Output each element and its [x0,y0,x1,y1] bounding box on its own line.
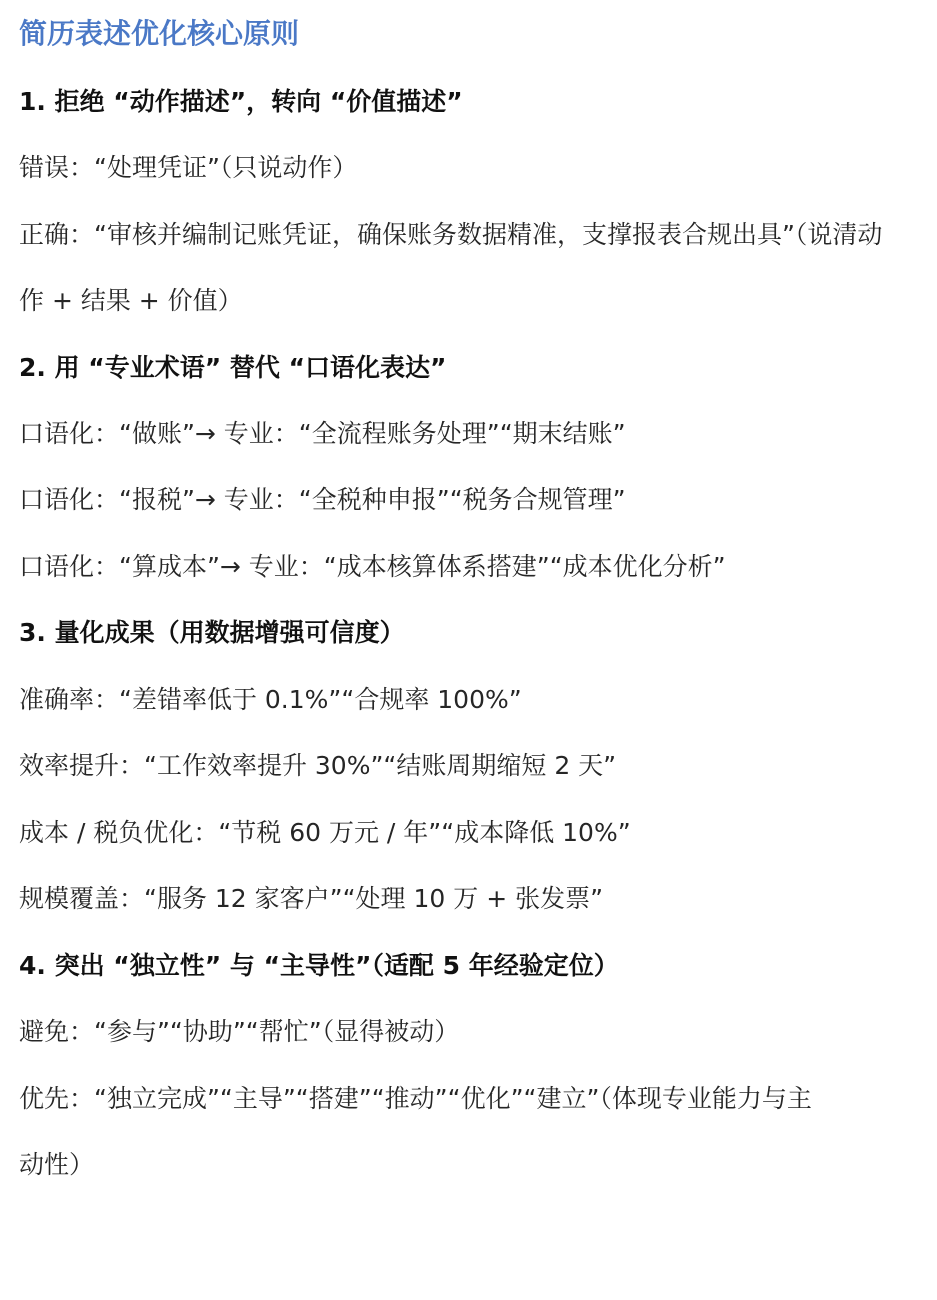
document-title: 简历表述优化核心原则 [19,17,300,50]
paragraph-line: 口语化：“算成本”→ 专业：“成本核算体系搭建”“成本优化分析” [19,552,726,581]
paragraph-line: 成本 / 税负优化：“节税 60 万元 / 年”“成本降低 10%” [19,818,631,847]
paragraph-line: 动性） [19,1150,95,1179]
paragraph-line: 避免：“参与”“协助”“帮忙”（显得被动） [19,1017,460,1046]
paragraph-line: 口语化：“报税”→ 专业：“全税种申报”“税务合规管理” [19,485,626,514]
paragraph-line: 规模覆盖：“服务 12 家客户”“处理 10 万 + 张发票” [19,884,604,913]
paragraph-line: 准确率：“差错率低于 0.1%”“合规率 100%” [19,685,522,714]
section-heading: 3. 量化成果（用数据增强可信度） [19,618,405,647]
section-heading: 1. 拒绝 “动作描述”，转向 “价值描述” [19,87,463,116]
section-heading: 2. 用 “专业术语” 替代 “口语化表达” [19,353,447,382]
paragraph-line: 效率提升：“工作效率提升 30%”“结账周期缩短 2 天” [19,751,617,780]
paragraph-line: 正确：“审核并编制记账凭证，确保账务数据精准，支撑报表合规出具”（说清动 [19,220,883,249]
paragraph-line: 口语化：“做账”→ 专业：“全流程账务处理”“期末结账” [19,419,626,448]
paragraph-line: 优先：“独立完成”“主导”“搭建”“推动”“优化”“建立”（体现专业能力与主 [19,1084,812,1113]
paragraph-line: 作 + 结果 + 价值） [19,286,243,315]
section-heading: 4. 突出 “独立性” 与 “主导性”（适配 5 年经验定位） [19,951,619,980]
paragraph-line: 错误：“处理凭证”（只说动作） [19,153,358,182]
